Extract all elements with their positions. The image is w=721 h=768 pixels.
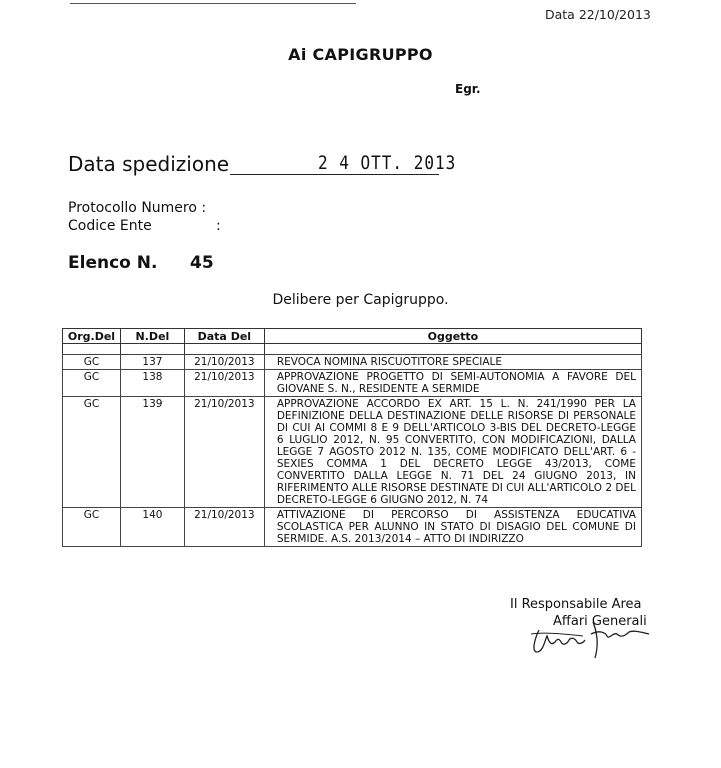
cell-num: 140 (120, 508, 184, 547)
top-rule (70, 3, 356, 4)
table-spacer-row (63, 344, 642, 355)
signatory-department: Affari Generali (553, 614, 647, 629)
table-header-row (63, 329, 642, 344)
cell-subject: ATTIVAZIONE DI PERCORSO DI ASSISTENZA EDUCATIVA SCOLASTICA PER ALUNNO IN STATO DI DISAGIO DEL COMUNE DI SERMIDE. A.S. 2013/2014 – ATTO DI INDIRIZZO (264, 508, 641, 547)
protocollo-label: Protocollo Numero : (68, 200, 207, 216)
list-subtitle: Delibere per Capigruppo. (272, 292, 449, 308)
cell-org: GC (63, 397, 121, 508)
addressee-heading: Ai CAPIGRUPPO (288, 45, 433, 64)
cell-subject: APPROVAZIONE PROGETTO DI SEMI-AUTONOMIA A FAVORE DEL GIOVANE S. N., RESIDENTE A SERMIDE (264, 370, 641, 397)
codice-ente-label: Codice Ente (68, 218, 152, 234)
cell-num: 137 (120, 355, 184, 370)
header-org-del: Org.Del (63, 329, 121, 344)
header-data-del: Data Del (184, 329, 264, 344)
cell-org: GC (63, 355, 121, 370)
cell-num: 139 (120, 397, 184, 508)
document-date: Data 22/10/2013 (545, 7, 651, 22)
cell-date: 21/10/2013 (184, 370, 264, 397)
salutation: Egr. (455, 82, 481, 96)
delibere-table-wrapper (62, 328, 642, 547)
elenco-number: 45 (190, 253, 214, 273)
cell-date: 21/10/2013 (184, 508, 264, 547)
signatory-title: Il Responsabile Area (510, 597, 642, 612)
cell-org: GC (63, 508, 121, 547)
header-n-del: N.Del (120, 329, 184, 344)
handwritten-signature (525, 612, 655, 660)
spedizione-label: Data spedizione (68, 152, 230, 176)
table-row (63, 370, 642, 397)
cell-num: 138 (120, 370, 184, 397)
table-row (63, 397, 642, 508)
cell-subject: REVOCA NOMINA RISCUOTITORE SPECIALE (264, 355, 641, 370)
elenco-label: Elenco N. (68, 253, 158, 273)
cell-org: GC (63, 370, 121, 397)
table-row (63, 508, 642, 547)
codice-ente-colon: : (216, 218, 221, 234)
header-oggetto: Oggetto (264, 329, 641, 344)
cell-subject: APPROVAZIONE ACCORDO EX ART. 15 L. N. 241/1990 PER LA DEFINIZIONE DELLA DESTINAZIONE DELLE RISORSE DI PERSONALE DI CUI AI COMMI 8 E 9 DELL'ARTICOLO 3-BIS DEL DECRETO-LEGGE 6 LUGLIO 2012, N. 95 CONVERTITO, CON MODIFICAZIONI, DALLA LEGGE 7 AGOSTO 2012 N. 135, COME MODIFICATO DELL'ART. 6 - SEXIES COMMA 1 DEL DECRETO LEGGE 43/2013, COME CONVERTITO DALLA LEGGE N. 71 DEL 24 GIUGNO 2013, IN RIFERIMENTO ALLE RISORSE DESTINATE DI CUI ALL'ARTICOLO 2 DEL DECRETO-LEGGE 6 GIUGNO 2012, N. 74 (264, 397, 641, 508)
spedizione-date-stamp: 2 4 OTT. 2013 (318, 151, 457, 174)
table-row (63, 355, 642, 370)
cell-date: 21/10/2013 (184, 397, 264, 508)
delibere-table (62, 328, 642, 547)
spedizione-underline (230, 174, 439, 175)
cell-date: 21/10/2013 (184, 355, 264, 370)
